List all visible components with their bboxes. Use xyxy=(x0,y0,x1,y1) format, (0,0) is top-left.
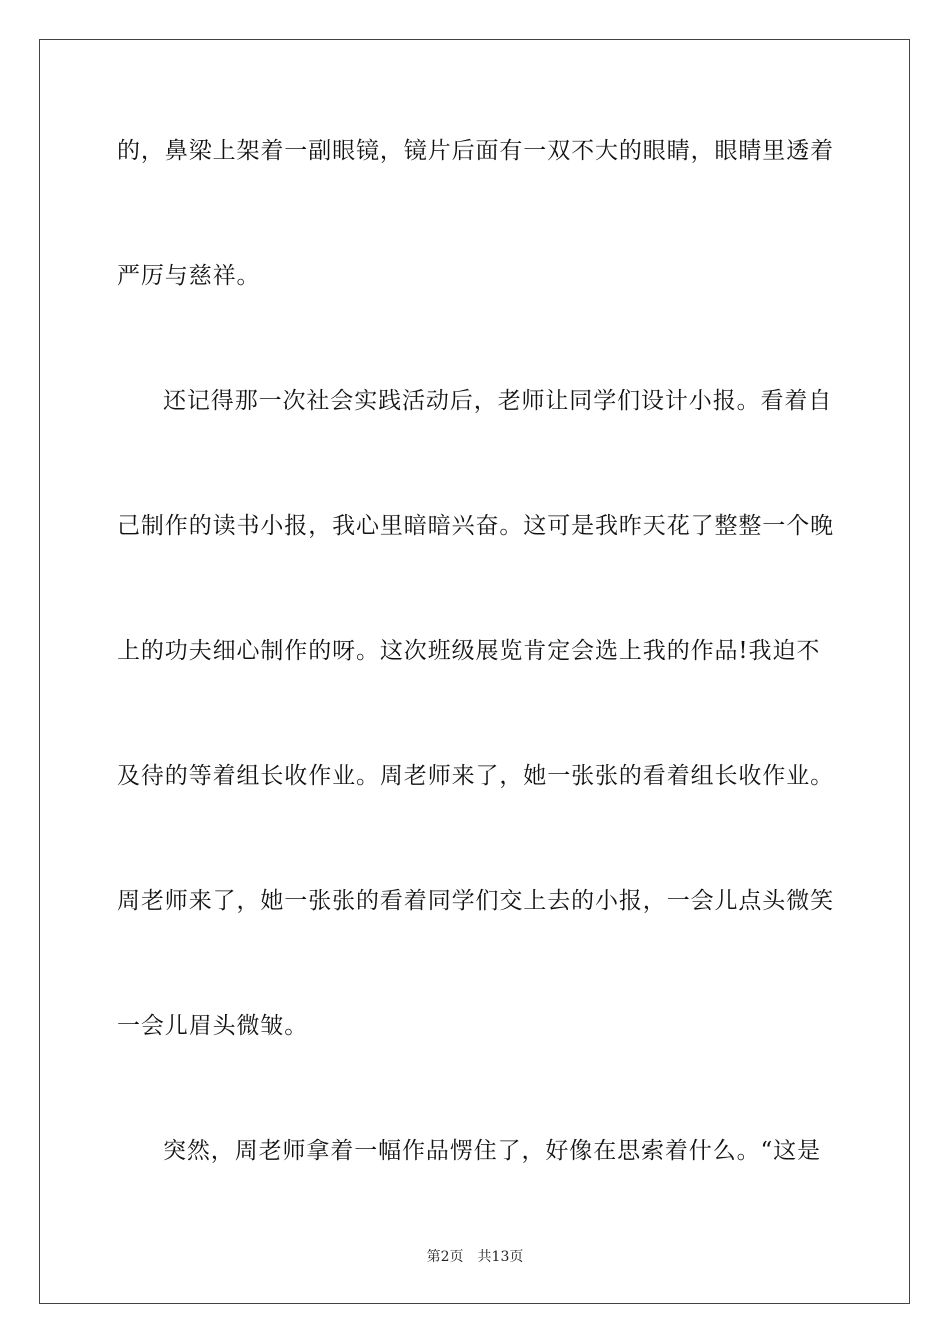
body-line-3: 还记得那一次社会实践活动后，老师让同学们设计小报。看着自 xyxy=(163,388,833,414)
body-line-9: 突然，周老师拿着一幅作品愣住了，好像在思索着什么。“这是 xyxy=(163,1138,821,1164)
body-line-6: 及待的等着组长收作业。周老师来了，她一张张的看着组长收作业。 xyxy=(117,763,834,789)
body-line-1: 的，鼻梁上架着一副眼镜，镜片后面有一双不大的眼睛，眼睛里透着 xyxy=(117,138,834,164)
total-pages: 共13页 xyxy=(477,1249,524,1265)
page-footer xyxy=(0,1248,950,1266)
body-line-5: 上的功夫细心制作的呀。这次班级展览肯定会选上我的作品!我迫不 xyxy=(117,638,821,664)
body-line-7: 周老师来了，她一张张的看着同学们交上去的小报，一会儿点头微笑 xyxy=(117,888,834,914)
body-line-2: 严厉与慈祥。 xyxy=(117,263,261,289)
page-border xyxy=(39,39,910,1304)
body-line-8: 一会儿眉头微皱。 xyxy=(117,1013,309,1039)
body-line-4: 己制作的读书小报，我心里暗暗兴奋。这可是我昨天花了整整一个晚 xyxy=(117,513,834,539)
page-number: 第2页 xyxy=(426,1249,464,1265)
